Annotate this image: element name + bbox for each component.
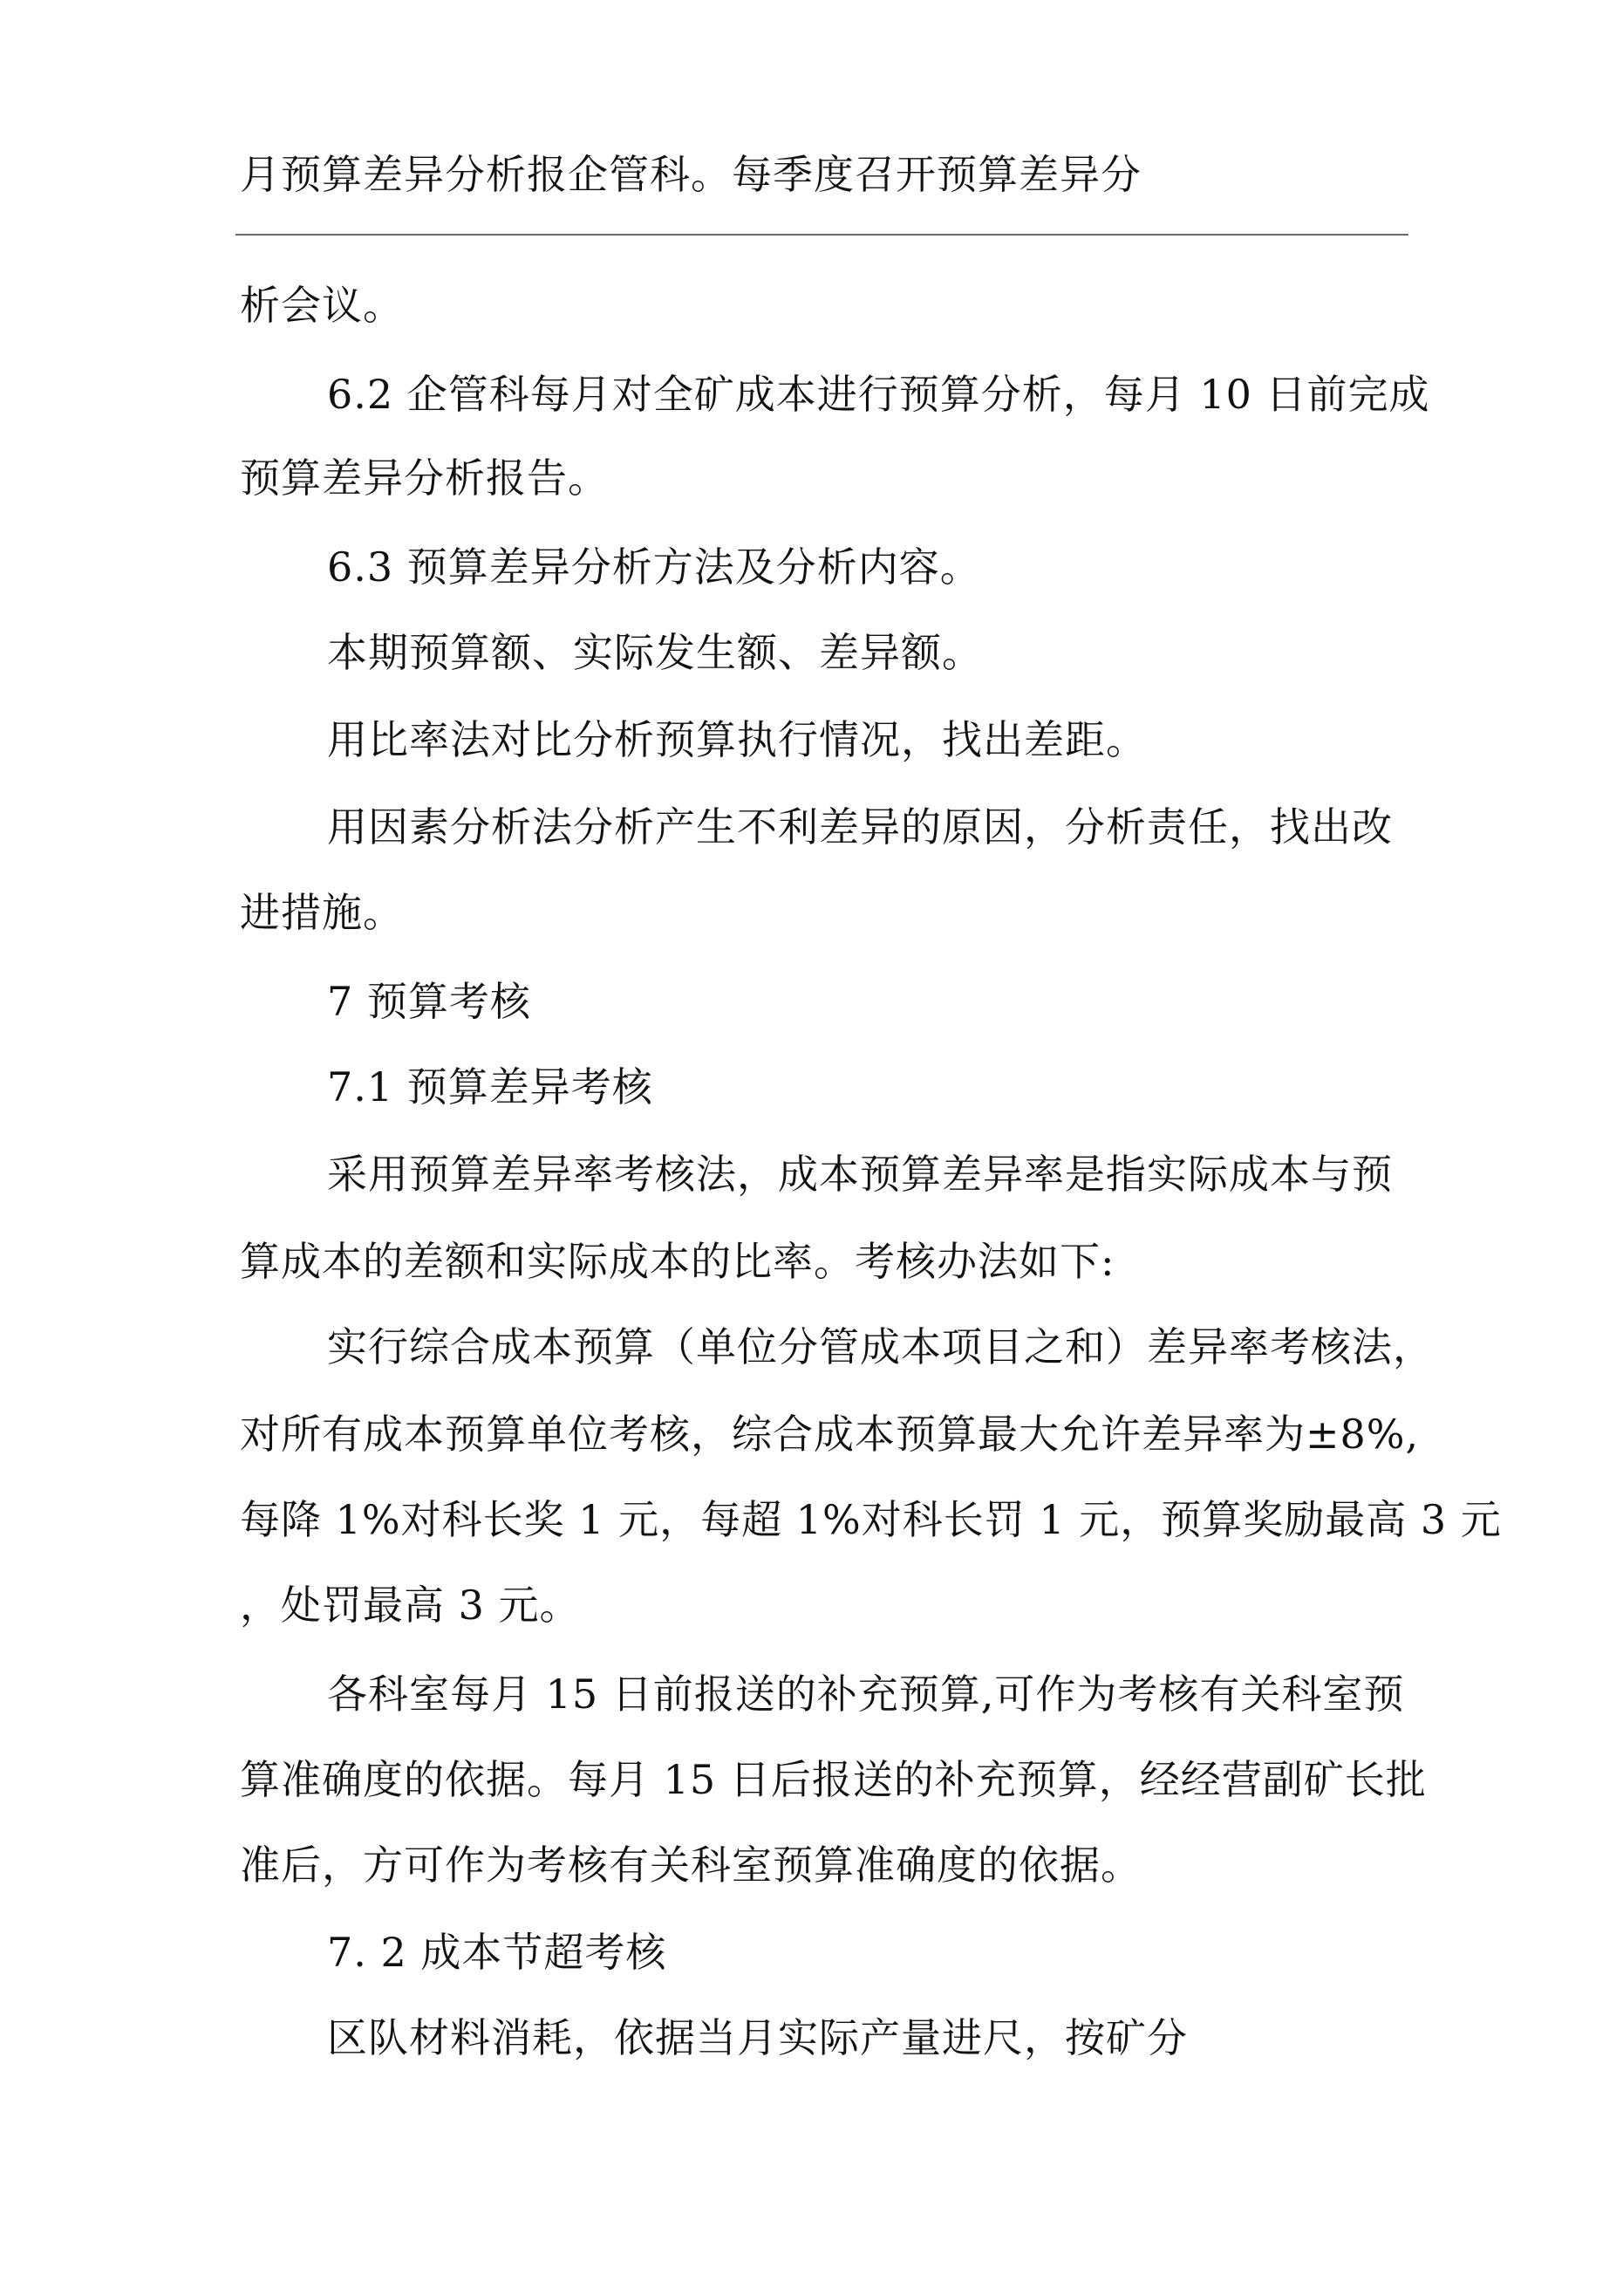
paragraph-line: 每降 1%对科长奖 1 元，每超 1%对科长罚 1 元，预算奖励最高 3 元: [240, 1496, 1502, 1543]
paragraph-line: 准后，方可作为考核有关科室预算准确度的依据。: [240, 1842, 1142, 1889]
section-6-2-line: 6.2 企管科每月对全矿成本进行预算分析，每月 10 日前完成: [327, 371, 1430, 418]
paragraph-line: 预算差异分析报告。: [240, 454, 609, 502]
paragraph-line: 算成本的差额和实际成本的比率。考核办法如下:: [240, 1238, 1115, 1285]
section-6-3-heading: 6.3 预算差异分析方法及分析内容。: [327, 543, 981, 591]
paragraph-line: 用比率法对比分析预算执行情况，找出差距。: [327, 716, 1147, 763]
paragraph-line: 各科室每月 15 日前报送的补充预算,可作为考核有关科室预: [327, 1671, 1405, 1718]
paragraph-line: 析会议。: [240, 282, 404, 329]
paragraph-line: 采用预算差异率考核法，成本预算差异率是指实际成本与预: [327, 1151, 1393, 1198]
paragraph-line: 对所有成本预算单位考核，综合成本预算最大允许差异率为±8%,: [240, 1411, 1420, 1458]
section-7-heading: 7 预算考核: [327, 978, 531, 1025]
paragraph-line: 区队材料消耗，依据当月实际产量进尺，按矿分: [327, 2014, 1188, 2061]
paragraph-line: 本期预算额、实际发生额、差异额。: [327, 629, 983, 676]
paragraph-line: 用因素分析法分析产生不利差异的原因，分析责任，找出改: [327, 803, 1393, 851]
paragraph-line: 实行综合成本预算（单位分管成本项目之和）差异率考核法，: [327, 1323, 1434, 1370]
paragraph-line: 算准确度的依据。每月 15 日后报送的补充预算，经经营副矿长批: [240, 1756, 1427, 1803]
paragraph-line: 进措施。: [240, 889, 404, 936]
section-7-1-heading: 7.1 预算差异考核: [327, 1063, 653, 1110]
page-header-text: 月预算差异分析报企管科。每季度召开预算差异分: [240, 151, 1142, 198]
section-7-2-heading: 7. 2 成本节超考核: [327, 1929, 667, 1976]
header-divider: [235, 234, 1408, 236]
paragraph-line: ，处罚最高 3 元。: [240, 1582, 581, 1629]
